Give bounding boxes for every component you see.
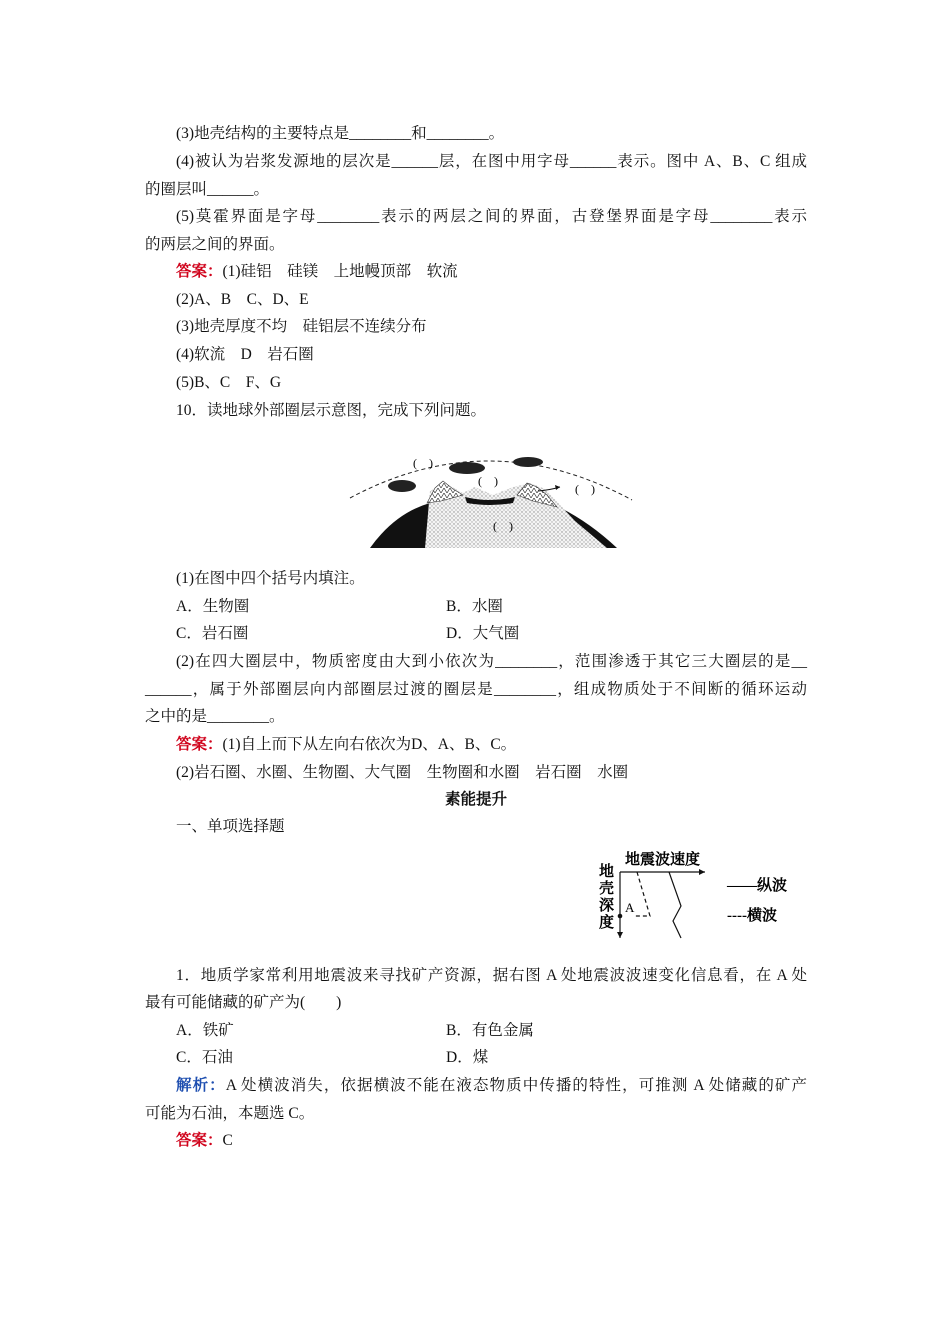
q9-part4-line2: 的圈层叫______。	[145, 181, 270, 198]
option-b: B．水圈	[446, 598, 503, 615]
q9-part4-line1: (4)被认为岩浆发源地的层次是______层，在图中用字母______表示。图中 A、B、C 组成	[176, 153, 807, 170]
q10-answer-2: (2)岩石圈、水圈、生物圈、大气圈 生物圈和水圈 岩石圈 水圈	[176, 764, 629, 781]
q10-part1: (1)在图中四个括号内填注。	[176, 570, 365, 587]
q1-answer	[176, 1131, 807, 1151]
q10-part2-line3: 之中的是________。	[145, 708, 285, 725]
option-d: D．大气圈	[446, 625, 520, 642]
q10-option-row2	[176, 624, 807, 644]
bracket-3: ( )	[575, 482, 595, 496]
cloud-right	[513, 457, 543, 467]
answer-label: 答案：	[176, 736, 223, 753]
bracket-1: ( )	[413, 456, 433, 470]
answer-label: 答案：	[176, 1132, 223, 1149]
q9-answer-3: (3)地壳厚度不均 硅铝层不连续分布	[176, 318, 427, 335]
s-wave-line	[635, 872, 650, 916]
q1-analysis-line2: 可能为石油，本题选 C。	[145, 1105, 315, 1122]
bracket-2: ( )	[478, 474, 498, 488]
q10-option-row1	[176, 597, 807, 617]
q9-answer-4: (4)软流 D 岩石圈	[176, 346, 314, 363]
q10-answer-1	[176, 735, 807, 755]
legend-s-wave: ----横波	[727, 908, 777, 924]
legend-p-wave: ——纵波	[727, 878, 788, 894]
answer-text: C	[222, 1132, 233, 1149]
answer-label: 答案：	[176, 263, 223, 280]
answer-text: (1)自上而下从左向右依次为D、A、B、C。	[222, 736, 517, 753]
y-axis-label-char: 壳	[599, 881, 615, 897]
q1-option-row2	[176, 1048, 807, 1068]
q9-part3: (3)地壳结构的主要特点是________和________。	[176, 125, 505, 142]
y-axis-label-char: 度	[599, 915, 615, 931]
earth-spheres-figure	[345, 443, 635, 553]
analysis-text: A 处横波消失，依据横波不能在液态物质中传播的特性，可推测 A 处储藏的矿产	[225, 1077, 807, 1094]
option-a: A．生物圈	[176, 598, 250, 615]
q9-answer-2: (2)A、B C、D、E	[176, 291, 309, 308]
q1-analysis-line1	[176, 1076, 807, 1096]
p-wave-line	[669, 872, 681, 938]
q10-part2-line2: ______，属于外部圈层向内部圈层过渡的圈层是________，组成物质处于不间断的循环运动	[145, 681, 807, 698]
x-axis-label: 地震波速度	[625, 852, 701, 868]
q9-part5-line2: 的两层之间的界面。	[145, 236, 285, 253]
option-a: A．铁矿	[176, 1022, 234, 1039]
q1-stem-line2: 最有可能储藏的矿产为( )	[145, 994, 342, 1011]
bracket-4: ( )	[493, 519, 513, 533]
point-a-label: A	[625, 900, 635, 915]
q9-part5-line1: (5)莫霍界面是字母________表示的两层之间的界面，古登堡界面是字母________表示	[176, 208, 807, 225]
point-a-marker	[618, 914, 623, 919]
cloud-left	[388, 480, 416, 492]
option-c: C．岩石圈	[176, 625, 249, 642]
y-axis-label-char: 深	[599, 898, 615, 914]
section-subtitle: 一、单项选择题	[176, 818, 285, 835]
q10-stem: 10．读地球外部圈层示意图，完成下列问题。	[176, 402, 487, 419]
seismic-wave-figure	[595, 846, 810, 946]
answer-text: (1)硅铝 硅镁 上地幔顶部 软流	[222, 263, 458, 280]
q9-answer-1	[176, 262, 807, 282]
q10-part2-line1: (2)在四大圈层中，物质密度由大到小依次为________，范围渗透于其它三大圈层的是__	[176, 653, 807, 670]
analysis-label: 解析：	[176, 1077, 226, 1094]
option-b: B．有色金属	[446, 1022, 534, 1039]
q1-stem-line1: 1．地质学家常利用地震波来寻找矿产资源，据右图 A 处地震波波速变化信息看，在 A 处	[176, 967, 807, 984]
cloud-mid	[449, 462, 485, 474]
y-axis-label-char: 地	[599, 864, 615, 880]
option-c: C．石油	[176, 1049, 233, 1066]
section-title: 素能提升	[444, 791, 507, 808]
option-d: D．煤	[446, 1049, 489, 1066]
q1-option-row1	[176, 1021, 807, 1041]
q9-answer-5: (5)B、C F、G	[176, 374, 282, 391]
